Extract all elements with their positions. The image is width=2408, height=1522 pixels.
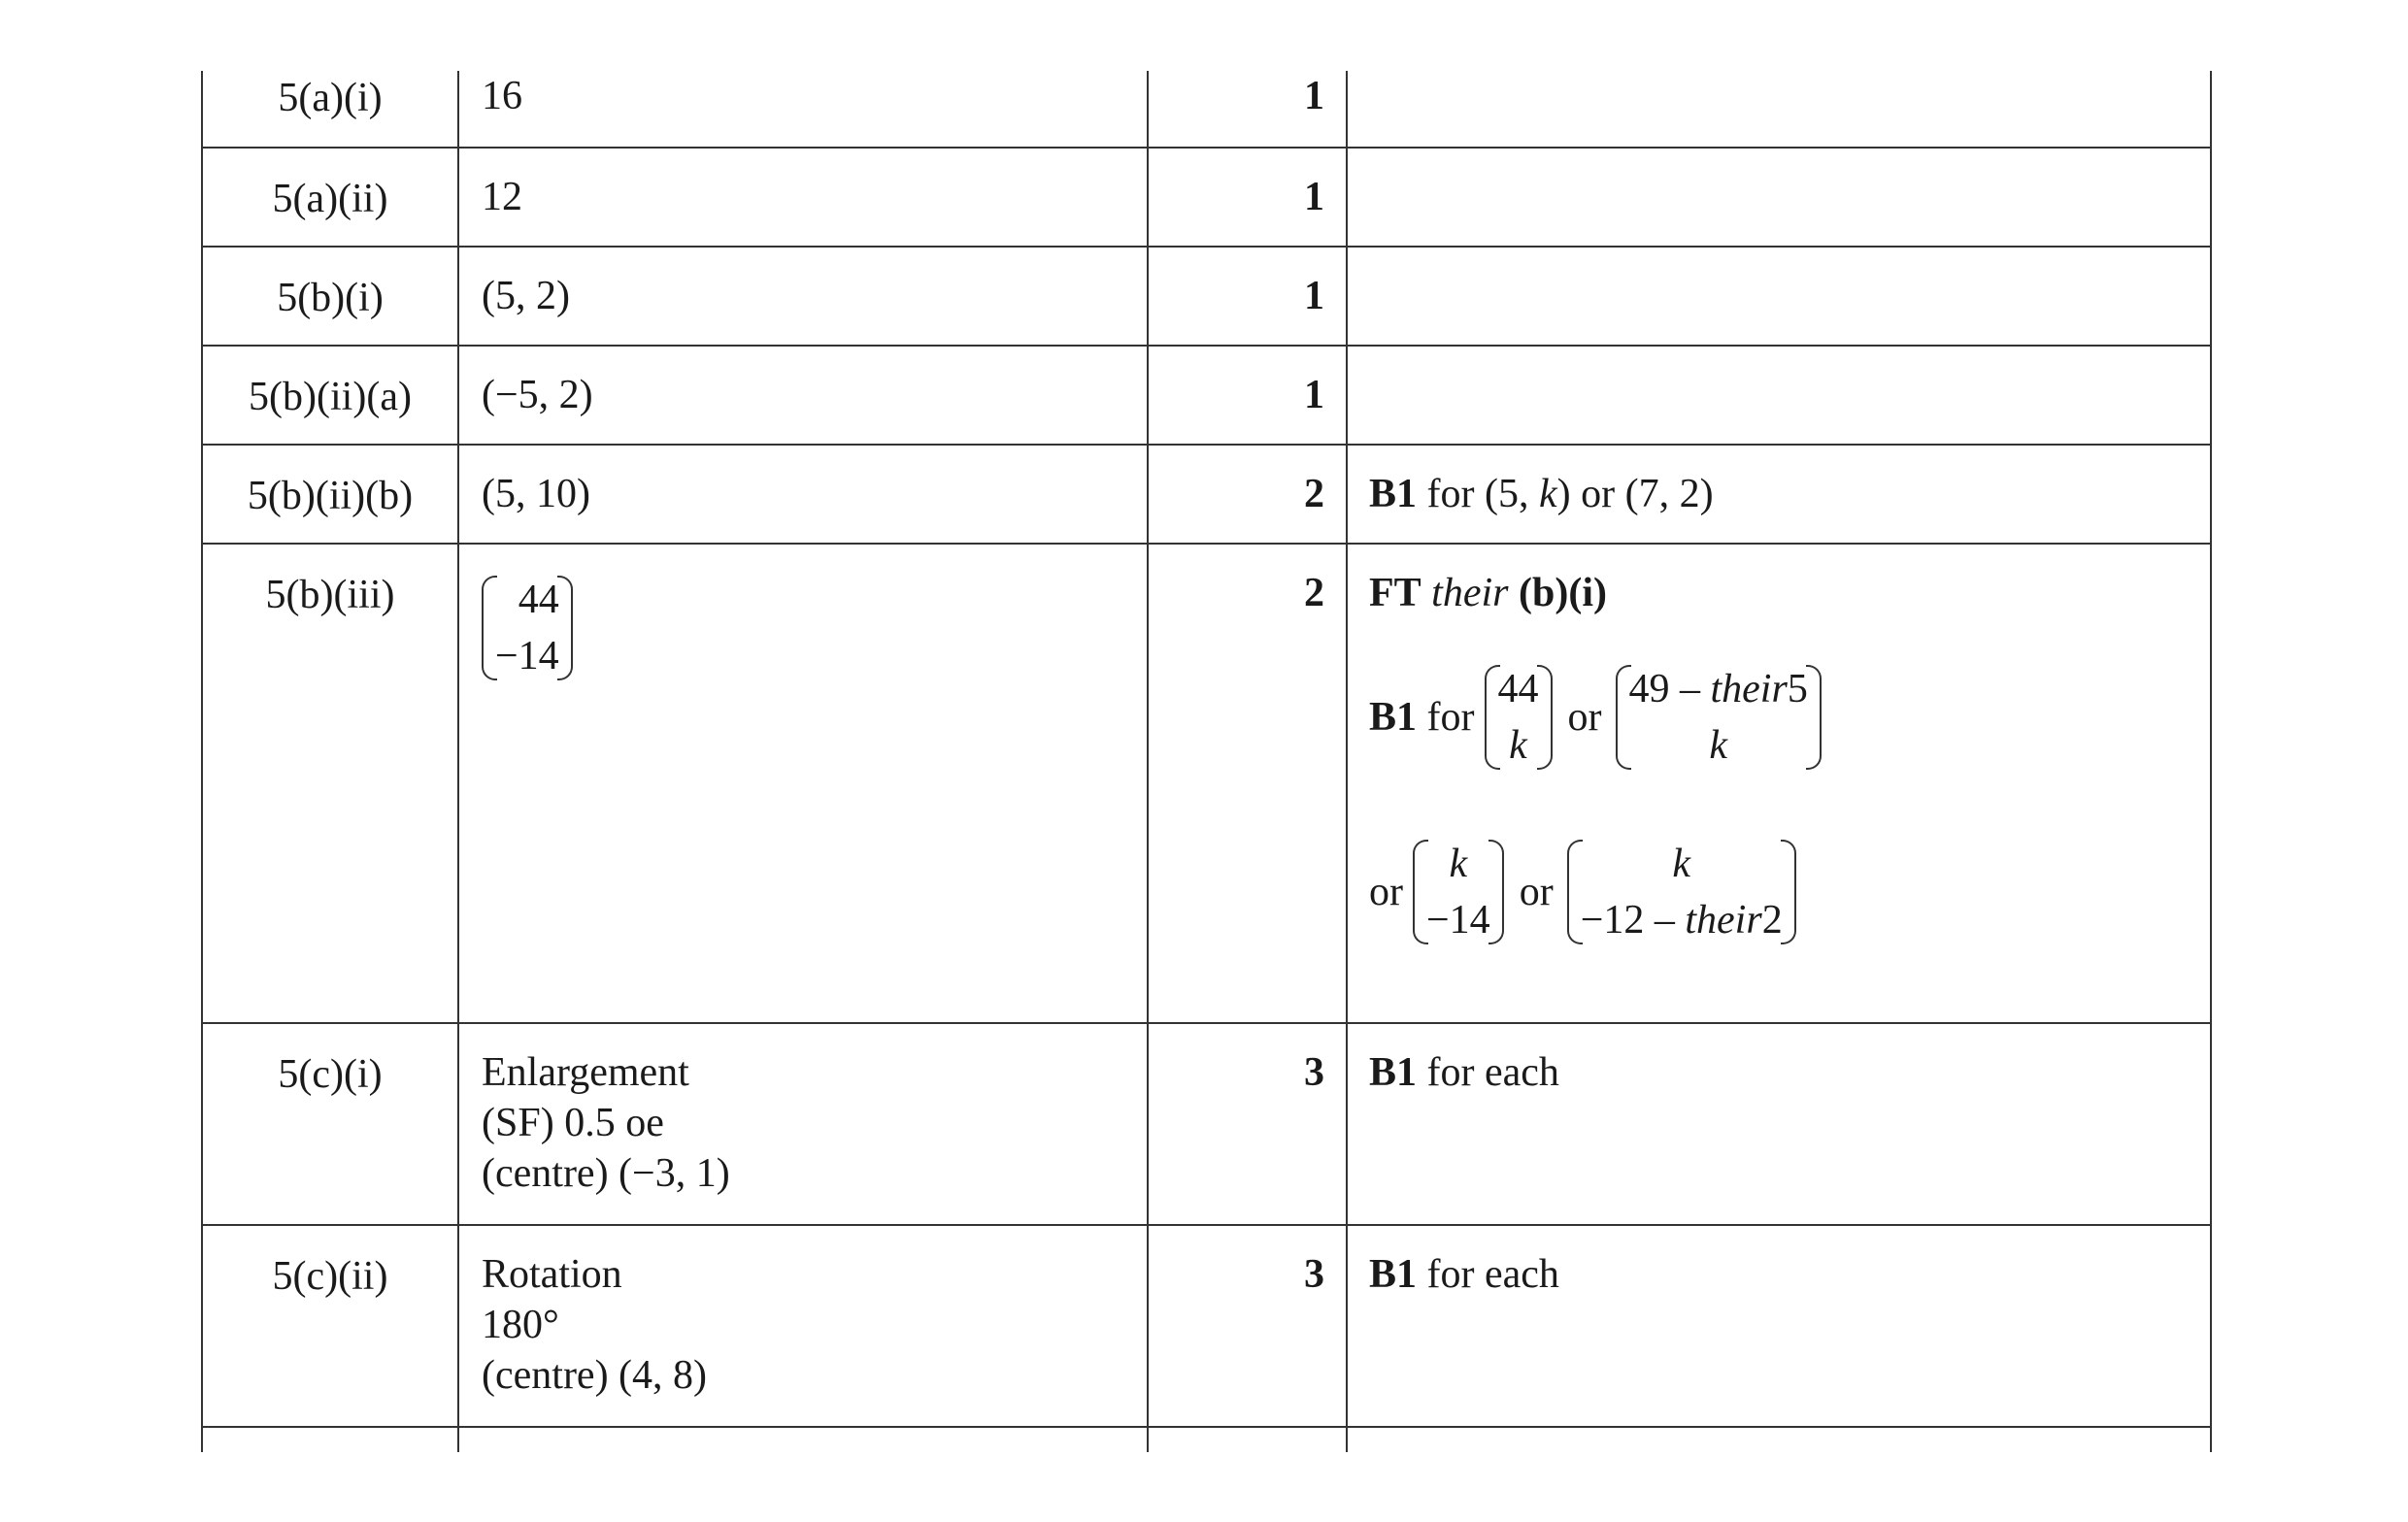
or-text: or [1369,870,1403,914]
vector-top: 44 [1497,667,1539,711]
guidance-vector-2 [1616,661,1822,774]
question-number: 5(b)(iii) [265,573,395,617]
question-number: 5(c)(ii) [272,1254,388,1299]
award-code: B1 [1369,695,1418,740]
part-reference: (b)(i) [1519,571,1607,615]
marks-value: 1 [1304,74,1324,118]
marks-cell [1148,1225,1347,1427]
answer-text: 12 [482,175,522,219]
marks-value: 1 [1304,175,1324,219]
answer-line: (SF) 0.5 oe [482,1101,664,1145]
marks-value: 2 [1304,472,1324,516]
marks-cell [1148,544,1347,1023]
marks-cell [1148,247,1347,346]
vector-top-value: 5 [1787,667,1808,711]
answer-line: (centre) (4, 8) [482,1353,708,1398]
answer-text: (−5, 2) [482,373,593,417]
or-text: or [1567,695,1602,740]
table-row-continuation [202,1427,2211,1452]
guidance-cell [1347,544,2211,1023]
vector-top: k [1449,842,1468,886]
guidance-cell [1347,346,2211,445]
vector-bottom: k [1509,723,1527,768]
guidance-cell [1347,1023,2211,1225]
question-cell [202,148,458,247]
vector-top [1629,661,1808,717]
answer-cell [458,445,1148,544]
answer-line: Rotation [482,1252,622,1297]
question-number: 5(c)(i) [278,1052,383,1097]
guidance-vector-4 [1567,836,1796,948]
question-cell [202,1023,458,1225]
vector-top: 44 [518,578,559,622]
question-cell [202,445,458,544]
answer-cell [458,71,1148,148]
guidance-cell [1347,247,2211,346]
question-number: 5(b)(ii)(b) [247,474,414,518]
guidance-cell [1347,1427,2211,1452]
table-row [202,1023,2211,1225]
vector-bottom: −14 [495,634,559,678]
question-cell [202,71,458,148]
answer-text: (5, 10) [482,472,590,516]
guidance-vector-1 [1485,661,1553,774]
vector-top-number: 49 – [1628,667,1711,711]
question-cell [202,1427,458,1452]
ft-line [1369,568,2210,618]
answer-cell [458,1427,1148,1452]
answer-cell [458,1023,1148,1225]
vector-top: k [1672,842,1691,886]
guidance-text: for (5, [1426,472,1539,516]
question-number: 5(a)(ii) [272,177,388,221]
question-cell [202,346,458,445]
guidance-text: for each [1417,1252,1559,1297]
guidance-cell [1347,148,2211,247]
award-code: B1 [1369,472,1418,516]
their-text: their [1710,667,1788,711]
answer-cell [458,1225,1148,1427]
answer-cell [458,148,1148,247]
marks-value: 1 [1304,274,1324,318]
variable-k: k [1538,472,1557,516]
answer-cell [458,346,1148,445]
question-cell [202,1225,458,1427]
table-row [202,445,2211,544]
question-number: 5(a)(i) [278,76,383,120]
guidance-cell [1347,71,2211,148]
b1-vector-line [1369,661,2210,774]
marks-cell [1148,346,1347,445]
table-row [202,247,2211,346]
vector-bottom: −14 [1426,898,1490,943]
marks-value: 2 [1304,571,1324,615]
guidance-cell [1347,445,2211,544]
vector-bottom-value: 2 [1761,898,1783,943]
for-text: for [1426,695,1475,740]
marks-cell [1148,445,1347,544]
mark-scheme-table [201,71,2212,1452]
answer-line: 180° [482,1303,559,1347]
table-row [202,71,2211,148]
marks-cell [1148,71,1347,148]
table-row [202,544,2211,1023]
vector-bottom-number: −12 – [1580,898,1686,943]
marks-value: 3 [1304,1050,1324,1095]
table-row [202,148,2211,247]
table-row [202,1225,2211,1427]
answer-line: (centre) (−3, 1) [482,1151,730,1196]
answer-cell [458,247,1148,346]
or-vector-line [1369,836,2210,948]
vector-bottom: k [1709,723,1727,768]
question-cell [202,544,458,1023]
their-text: their [1431,571,1509,615]
question-number: 5(b)(ii)(a) [249,375,412,419]
vector-bottom [1581,892,1783,948]
table-row [202,346,2211,445]
guidance-vector-3 [1413,836,1504,948]
guidance-cell [1347,1225,2211,1427]
answer-text: (5, 2) [482,274,570,318]
their-text: their [1685,898,1762,943]
or-text: or [1519,870,1554,914]
question-number: 5(b)(i) [277,276,384,320]
answer-cell [458,544,1148,1023]
marks-cell [1148,1023,1347,1225]
answer-text: 16 [482,74,522,118]
guidance-text: ) or (7, 2) [1556,472,1714,516]
question-cell [202,247,458,346]
award-code: B1 [1369,1050,1418,1095]
marks-value: 3 [1304,1252,1324,1297]
marks-cell [1148,1427,1347,1452]
answer-line: Enlargement [482,1050,689,1095]
answer-column-vector [482,572,573,684]
marks-cell [1148,148,1347,247]
guidance-text: for each [1417,1050,1559,1095]
award-code: B1 [1369,1252,1418,1297]
marks-value: 1 [1304,373,1324,417]
ft-label: FT [1369,571,1421,615]
